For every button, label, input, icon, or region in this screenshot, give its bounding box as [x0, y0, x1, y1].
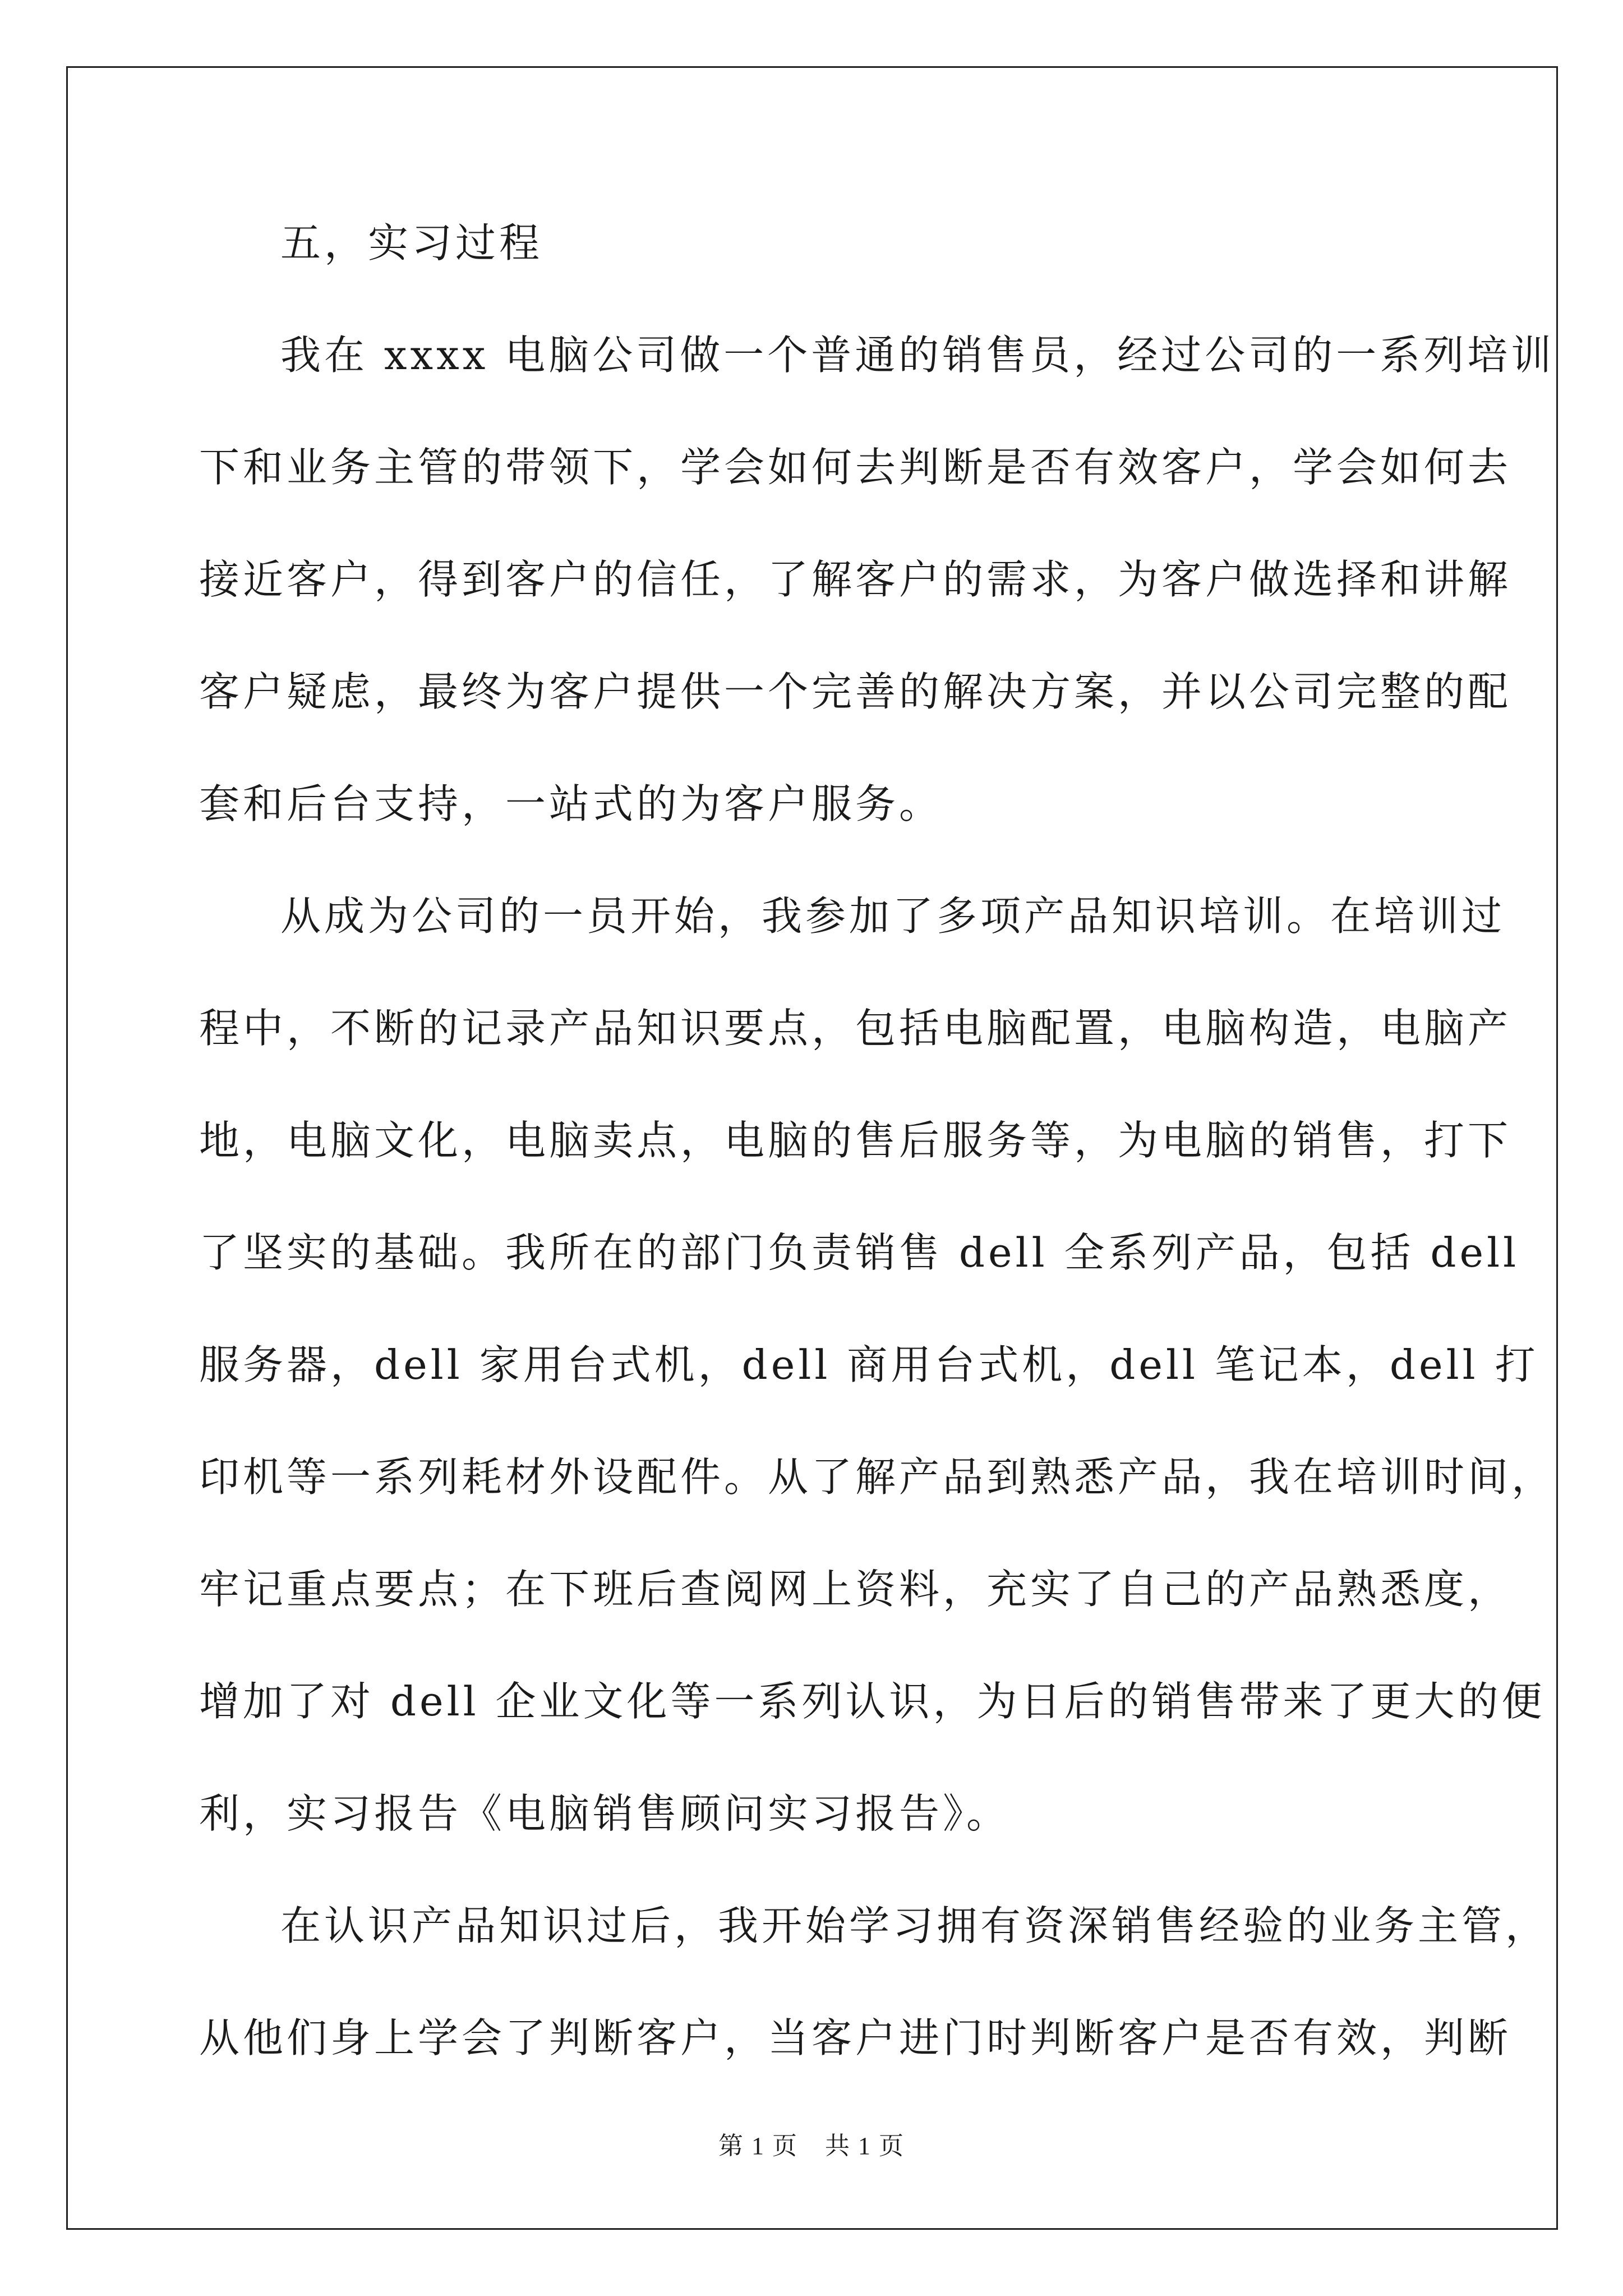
paragraph-line: 接近客户，得到客户的信任，了解客户的需求，为客户做选择和讲解	[199, 556, 1512, 603]
paragraph-line: 在认识产品知识过后，我开始学习拥有资深销售经验的业务主管，	[280, 1902, 1550, 1949]
page-footer	[0, 2129, 1623, 2163]
paragraph-line: 了坚实的基础。我所在的部门负责销售 dell 全系列产品，包括 dell	[199, 1229, 1520, 1276]
paragraph-line: 我在 xxxx 电脑公司做一个普通的销售员，经过公司的一系列培训	[280, 332, 1555, 379]
page-total: 共 1 页	[825, 2132, 905, 2160]
paragraph-line: 从他们身上学会了判断客户，当客户进门时判断客户是否有效，判断	[199, 2014, 1512, 2062]
paragraph-line: 从成为公司的一员开始，我参加了多项产品知识培训。在培训过	[280, 892, 1506, 940]
document-body	[199, 215, 1556, 2122]
paragraph-line: 程中，不断的记录产品知识要点，包括电脑配置，电脑构造，电脑产	[199, 1005, 1512, 1052]
paragraph-line: 下和业务主管的带领下，学会如何去判断是否有效客户，学会如何去	[199, 444, 1512, 491]
page-number: 第 1 页	[718, 2132, 798, 2160]
paragraph-line: 利，实习报告《电脑销售顾问实习报告》。	[199, 1790, 1011, 1837]
section-heading: 五，实习过程	[280, 219, 543, 266]
paragraph-line: 客户疑虑，最终为客户提供一个完善的解决方案，并以公司完整的配	[199, 668, 1512, 715]
paragraph-line: 印机等一系列耗材外设配件。从了解产品到熟悉产品，我在培训时间，	[199, 1453, 1556, 1501]
paragraph-line: 牢记重点要点；在下班后查阅网上资料，充实了自己的产品熟悉度，	[199, 1566, 1512, 1613]
paragraph-line: 地，电脑文化，电脑卖点，电脑的售后服务等，为电脑的销售，打下	[199, 1117, 1512, 1164]
paragraph-line: 套和后台支持，一站式的为客户服务。	[199, 780, 943, 827]
paragraph-line: 增加了对 dell 企业文化等一系列认识，为日后的销售带来了更大的便	[199, 1678, 1546, 1725]
paragraph-line: 服务器，dell 家用台式机，dell 商用台式机，dell 笔记本，dell 打	[199, 1341, 1539, 1388]
